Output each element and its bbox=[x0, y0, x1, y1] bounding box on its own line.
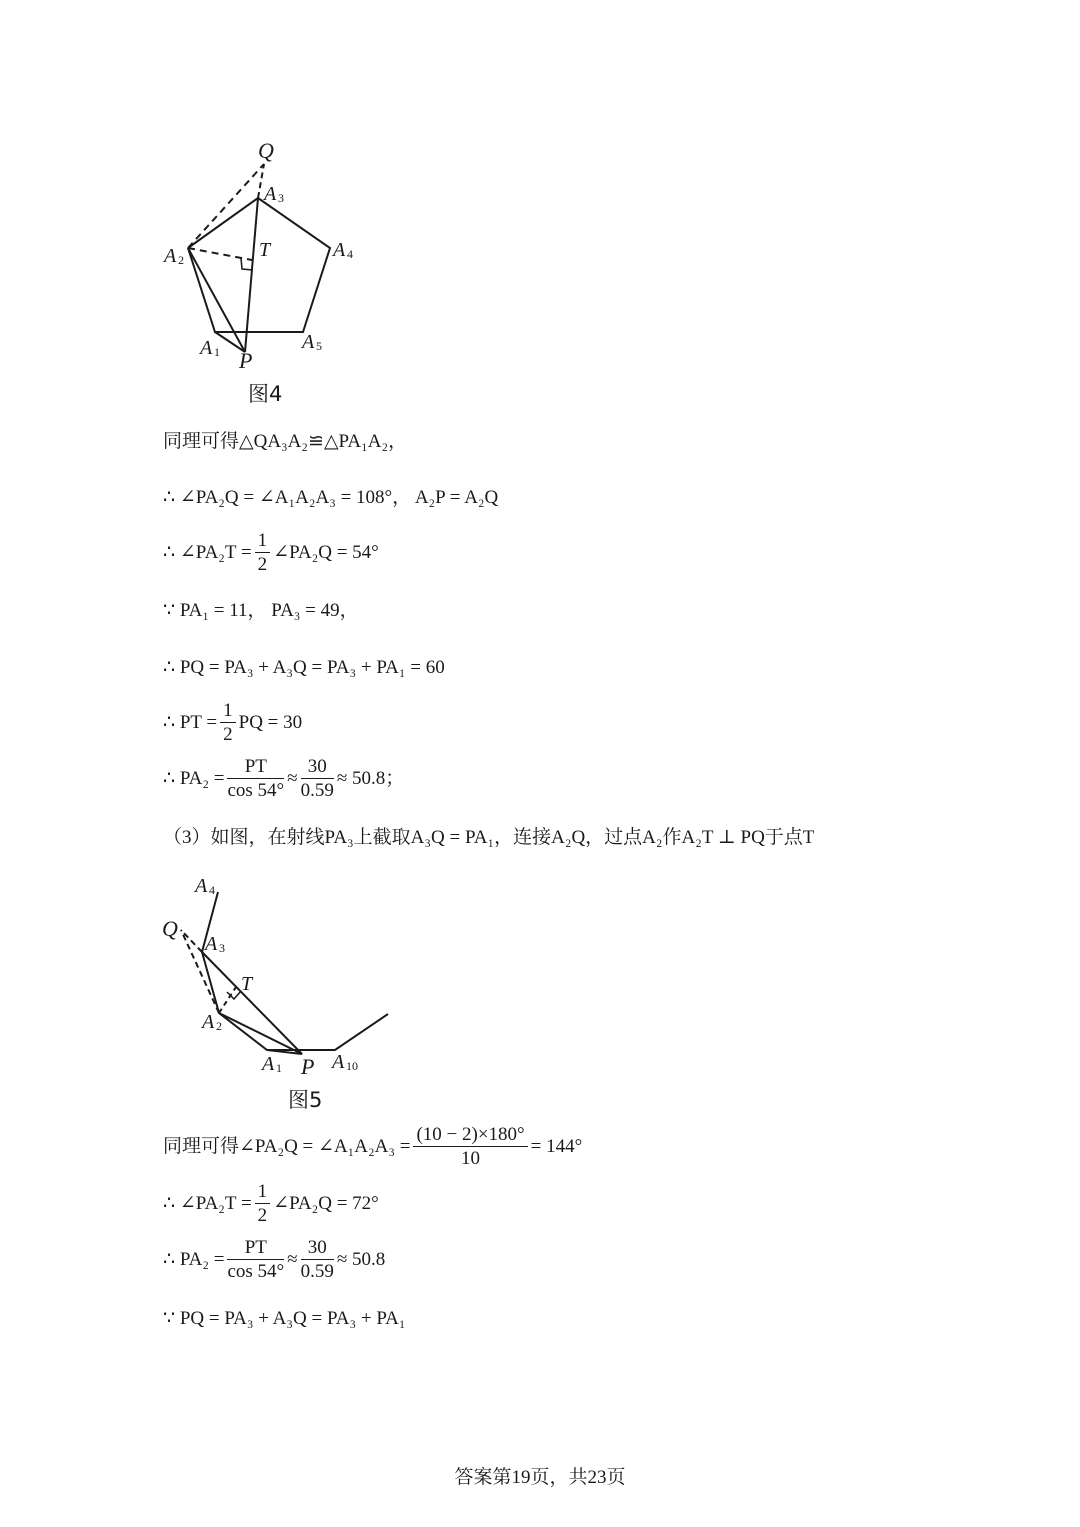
line-4: ∵ PA₁ = 11， PA₃ = 49， bbox=[163, 600, 359, 621]
label-t: T bbox=[259, 239, 271, 261]
label-p: P bbox=[239, 348, 253, 370]
label-q: Q bbox=[258, 138, 274, 163]
line-3: ∴ ∠PA₂T = $\frac{1}{2}$ ∠PA₂Q = 54° bbox=[163, 530, 379, 575]
label-a10: A bbox=[332, 1051, 345, 1073]
svg-text:4: 4 bbox=[347, 247, 353, 261]
figure-5-diagram bbox=[150, 870, 400, 1080]
label-a3: A bbox=[205, 933, 218, 955]
label-a4: A bbox=[333, 239, 346, 261]
line-9: 同理可得∠PA₂Q = ∠A₁A₂A₃ = $\frac{(10 - 2)\times 180^\circ}{10}$ = 144° bbox=[163, 1124, 583, 1169]
polygon-path bbox=[202, 892, 388, 1050]
segment-a2-t bbox=[188, 248, 252, 260]
line-12: ∵ PQ = PA₃ + A₃Q = PA₃ + PA₁ bbox=[163, 1308, 406, 1329]
svg-text:10: 10 bbox=[346, 1059, 358, 1073]
svg-text:3: 3 bbox=[278, 191, 284, 205]
line-6: ∴ PT = $\frac{1}{2}$ PQ = 30 bbox=[163, 700, 303, 745]
svg-text:2: 2 bbox=[178, 253, 184, 267]
label-a4: A bbox=[195, 875, 208, 897]
figure-4-caption: 图4 bbox=[248, 382, 283, 406]
line-2: ∴ ∠PA₂Q = ∠A₁A₂A₃ = 108°， A₂P = A₂Q bbox=[163, 487, 499, 508]
line-11: ∴ PA₂ = $\frac{PT}{\cos 54^\circ}$ ≈ $\frac{30}{0.59}$ ≈ 50.8 bbox=[163, 1237, 386, 1282]
segment-a2-p bbox=[219, 1013, 302, 1054]
page-footer: 答案第19页，共23页 bbox=[454, 1467, 626, 1488]
figure-4-diagram bbox=[150, 130, 380, 370]
svg-text:4: 4 bbox=[209, 883, 215, 897]
svg-text:3: 3 bbox=[219, 941, 225, 955]
segment-a2-t bbox=[219, 987, 236, 1013]
figure-5-caption: 图5 bbox=[288, 1088, 323, 1112]
svg-text:2: 2 bbox=[216, 1019, 222, 1033]
label-q: Q bbox=[162, 916, 178, 941]
line-1: 同理可得△QA₃A₂≌△PA₁A₂， bbox=[163, 431, 408, 452]
segment-a3-q bbox=[181, 930, 202, 952]
segment-p-a3 bbox=[245, 198, 258, 352]
svg-text:1: 1 bbox=[276, 1061, 282, 1075]
label-a2: A bbox=[202, 1011, 215, 1033]
label-a1: A bbox=[262, 1053, 275, 1075]
segment-a2-p bbox=[188, 248, 245, 352]
svg-text:1: 1 bbox=[214, 345, 220, 359]
label-a1: A bbox=[200, 337, 213, 359]
svg-text:5: 5 bbox=[316, 339, 322, 353]
pentagon bbox=[188, 198, 330, 332]
line-7: ∴ PA₂ = $\frac{PT}{\cos 54^\circ}$ ≈ $\frac{30}{0.59}$ ≈ 50.8； bbox=[163, 756, 405, 801]
label-a3: A bbox=[264, 183, 277, 205]
label-a5: A bbox=[302, 331, 315, 353]
line-8: （3）如图，在射线PA₃上截取A₃Q = PA₁，连接A₂Q，过点A₂作A₂T ⊥ PQ于点T bbox=[163, 827, 815, 848]
line-10: ∴ ∠PA₂T = $\frac{1}{2}$ ∠PA₂Q = 72° bbox=[163, 1181, 379, 1226]
figure-4 bbox=[150, 130, 380, 370]
label-p: P bbox=[301, 1054, 315, 1079]
line-5: ∴ PQ = PA₃ + A₃Q = PA₃ + PA₁ = 60 bbox=[163, 657, 445, 678]
segment-a2-q bbox=[188, 164, 264, 248]
figure-5 bbox=[150, 870, 400, 1080]
label-a2: A bbox=[164, 245, 177, 267]
label-t: T bbox=[241, 973, 253, 995]
